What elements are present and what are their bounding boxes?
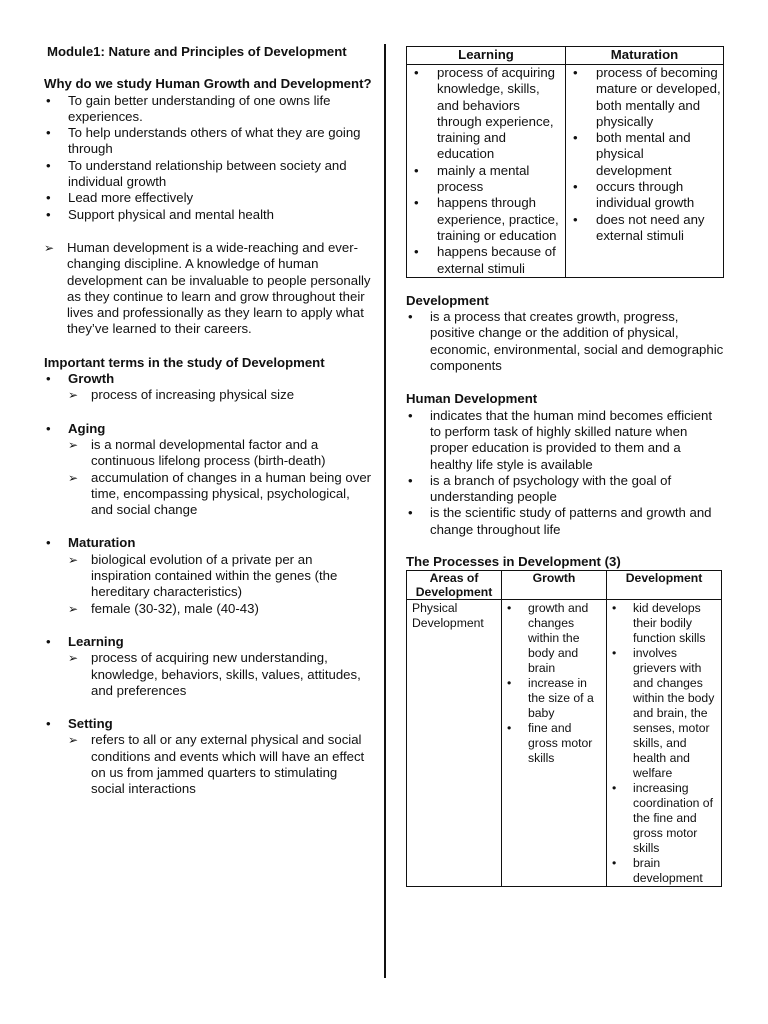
term-detail: ➢ process of acquiring new understanding, knowledge, behaviors, skills, values, attitudes, and preferences xyxy=(68,650,374,699)
growth-cell xyxy=(502,600,607,887)
development-cell xyxy=(607,600,722,887)
terms-heading: Important terms in the study of Development xyxy=(44,354,325,370)
left-column xyxy=(44,44,374,815)
intro-paragraph: ➢ Human development is a wide-reaching and ever-changing discipline. A knowledge of human development can be invaluable to people personally as they continue to learn and grow throughout their lives and professionally as they learn to apply what they’ve learned to their careers. xyxy=(44,240,374,338)
list-item: • indicates that the human mind becomes efficient to perform task of highly skilled nature when proper education is provided to them and a healthy life style is available xyxy=(406,408,724,473)
list-item: • To help understands others of what they are going through xyxy=(44,125,374,158)
list-item: • does not need any external stimuli xyxy=(566,212,721,245)
term-maturation xyxy=(44,535,374,616)
term-name: • Learning xyxy=(68,633,124,649)
list-item: • increase in the size of a baby xyxy=(502,676,604,721)
column-divider xyxy=(384,44,386,978)
term-detail: ➢ is a normal developmental factor and a continuous lifelong process (birth-death) xyxy=(68,437,374,470)
table-header-learning: Learning xyxy=(407,47,566,65)
list-item: • growth and changes within the body and brain xyxy=(502,601,604,676)
list-item: • both mental and physical development xyxy=(566,130,721,179)
term-name: • Setting xyxy=(68,716,113,732)
list-item: • happens through experience, practice, training or education xyxy=(407,195,563,244)
intro-list xyxy=(44,240,374,338)
why-list xyxy=(44,93,374,223)
list-item: • process of acquiring knowledge, skills, and behaviors through experience, training and education xyxy=(407,65,563,163)
list-item: • To understand relationship between society and individual growth xyxy=(44,158,374,191)
table-header-maturation: Maturation xyxy=(566,47,724,65)
table-header-areas: Areas of Development xyxy=(407,571,502,600)
term-name: • Maturation xyxy=(68,535,136,551)
term-setting xyxy=(44,716,374,797)
human-development-heading: Human Development xyxy=(406,391,538,407)
term-name: • Growth xyxy=(68,371,115,387)
term-detail: ➢ refers to all or any external physical and social conditions and events which will have an effect on us from jammed quarters to stimulating social interactions xyxy=(68,732,374,797)
list-item: • process of becoming mature or developed, both mentally and physically xyxy=(566,65,721,130)
term-aging xyxy=(44,421,374,519)
why-heading: Why do we study Human Growth and Development? xyxy=(44,76,372,92)
page-title: Module1: Nature and Principles of Development xyxy=(47,44,347,59)
list-item: • Support physical and mental health xyxy=(44,207,374,223)
list-item: • is the scientific study of patterns and growth and change throughout life xyxy=(406,505,724,538)
term-detail: ➢ accumulation of changes in a human being over time, encompassing physical, psychological, and social change xyxy=(68,470,374,519)
list-item: • is a branch of psychology with the goal of understanding people xyxy=(406,473,724,506)
list-item: • occurs through individual growth xyxy=(566,179,721,212)
term-name: • Aging xyxy=(68,420,106,436)
list-item: • increasing coordination of the fine and gross motor skills xyxy=(607,781,719,856)
term-detail: ➢ female (30-32), male (40-43) xyxy=(68,601,374,617)
term-detail: ➢ process of increasing physical size xyxy=(68,387,374,403)
processes-table xyxy=(406,570,722,887)
terms-list xyxy=(44,371,374,798)
list-item: • Lead more effectively xyxy=(44,190,374,206)
maturation-cell xyxy=(566,65,724,278)
list-item: • involves grievers with and changes within the body and brain, the senses, motor skills, and health and welfare xyxy=(607,646,719,781)
table-header-growth: Growth xyxy=(502,571,607,600)
term-detail: ➢ biological evolution of a private per an inspiration contained within the genes (the hereditary characteristics) xyxy=(68,552,374,601)
list-item: • fine and gross motor skills xyxy=(502,721,604,766)
learning-cell xyxy=(407,65,566,278)
table-header-development: Development xyxy=(607,571,722,600)
right-column xyxy=(406,46,724,887)
list-item: • kid develops their bodily function skills xyxy=(607,601,719,646)
term-learning xyxy=(44,634,374,699)
learning-maturation-table xyxy=(406,46,724,278)
area-cell: Physical Development xyxy=(407,600,502,887)
list-item: • To gain better understanding of one owns life experiences. xyxy=(44,93,374,126)
development-heading: Development xyxy=(406,292,489,308)
list-item: • mainly a mental process xyxy=(407,163,563,196)
term-growth xyxy=(44,371,374,404)
list-item: • happens because of external stimuli xyxy=(407,244,563,277)
list-item: • is a process that creates growth, progress, positive change or the addition of physical, economic, environmental, social and demographic components xyxy=(406,309,724,374)
list-item: • brain development xyxy=(607,856,719,886)
development-list xyxy=(406,309,724,374)
human-development-list xyxy=(406,408,724,538)
processes-heading: The Processes in Development (3) xyxy=(406,554,621,570)
